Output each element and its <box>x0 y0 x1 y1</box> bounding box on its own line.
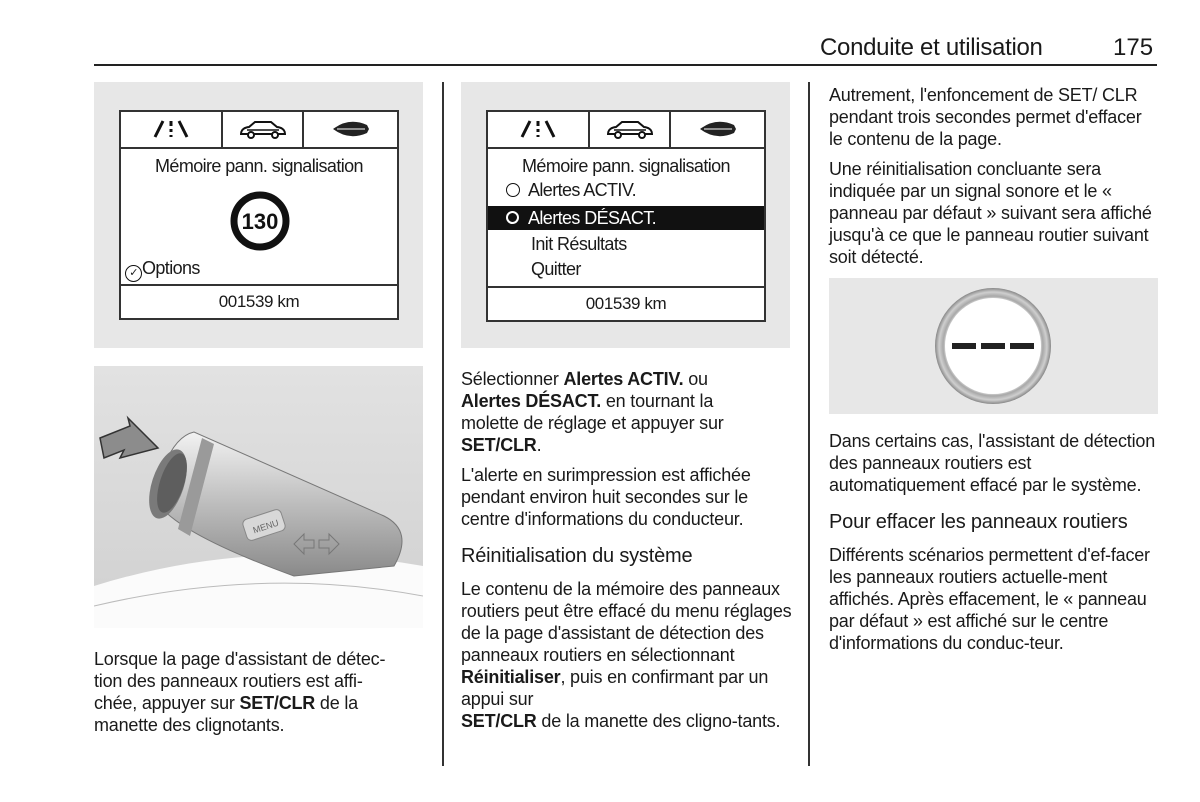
col2-heading: Réinitialisation du système <box>461 545 693 567</box>
car-icon <box>588 110 671 147</box>
info-display <box>119 110 399 320</box>
odometer: 001539 km <box>585 294 667 313</box>
column-divider-right <box>808 82 810 766</box>
car-icon <box>221 110 304 147</box>
column-divider-left <box>442 82 444 766</box>
col3-paragraph-4: Différents scénarios permettent d'ef-facer les panneaux routiers actuelle-ment affichés. Après effacement, le « panneau par défaut » est affiché sur le centre d'informations du conduc-teur. <box>829 545 1150 653</box>
col3-heading: Pour effacer les panneaux routiers <box>829 511 1128 533</box>
col1-line1: Lorsque la page d'assistant de détec- <box>94 649 386 669</box>
menu-item-alertes-activ: Alertes ACTIV. <box>488 180 764 204</box>
options-row <box>125 258 200 282</box>
odometer-rule <box>488 286 764 288</box>
col2-text <box>461 368 796 740</box>
col1-line3: chée, appuyer sur SET/CLR de la <box>94 693 358 713</box>
options-label: Options <box>142 258 200 278</box>
col1-text <box>94 648 429 736</box>
col2-paragraph-1: Sélectionner Alertes ACTIV. ou Alertes DÉSACT. en tournant la molette de réglage et appuyer sur SET/CLR. <box>461 369 724 455</box>
info-display-menu <box>486 110 766 322</box>
menu-button-label: MENU <box>251 517 280 536</box>
figure-display-menu <box>461 82 790 348</box>
odometer: 001539 km <box>218 292 300 311</box>
col3-paragraph-3: Dans certains cas, l'assistant de détection des panneaux routiers est automatiquement effacé par le système. <box>829 431 1156 495</box>
display-title: Mémoire pann. signalisation <box>522 156 730 176</box>
figure-stalk <box>94 366 423 628</box>
odometer-rule <box>121 284 397 286</box>
col3-paragraph-2: Une réinitialisation concluante sera indiquée par un signal sonore et le « panneau par défaut » suivant sera affiché jusqu'à ce que le panneau routier suivant soit détecté. <box>829 159 1152 267</box>
col1-line4: manette des clignotants. <box>94 715 285 735</box>
road-icon <box>488 112 588 145</box>
speed-limit-value: 130 <box>241 209 279 234</box>
header-rule <box>94 64 1157 66</box>
figure-default-sign <box>829 278 1158 414</box>
figure-display-speed <box>94 82 423 348</box>
col3-text-bottom <box>829 430 1159 662</box>
col2-paragraph-3: Le contenu de la mémoire des panneaux routiers peut être effacé du menu réglages de la page d'assistant de détection des panneaux routiers en sélectionnant Réinitialiser, puis en confirmant par un appui sur SET/CLR de la manette des cligno-tants. <box>461 579 792 731</box>
col1-line2: tion des panneaux routiers est affi- <box>94 671 363 691</box>
eco-leaf-icon <box>304 112 397 145</box>
check-circle-icon: ✓ <box>125 265 142 282</box>
speed-limit-sign <box>230 191 290 256</box>
eco-leaf-icon <box>671 112 764 145</box>
page-header-title: Conduite et utilisation <box>820 34 1043 61</box>
page-number: 175 <box>1113 34 1154 61</box>
col3-text-top <box>829 84 1159 276</box>
menu-item-init-resultats: Init Résultats <box>531 234 627 254</box>
display-tabs <box>488 112 764 149</box>
col2-paragraph-2: L'alerte en surimpression est affichée pendant environ huit secondes sur le centre d'informations du conducteur. <box>461 465 751 529</box>
radio-off-icon <box>506 183 520 197</box>
menu-item-alertes-desact-selected: Alertes DÉSACT. <box>488 206 764 230</box>
col3-paragraph-1: Autrement, l'enfoncement de SET/ CLR pendant trois secondes permet d'effacer le contenu de la page. <box>829 85 1142 149</box>
display-title: Mémoire pann. signalisation <box>155 156 363 176</box>
menu-item-quitter: Quitter <box>531 259 581 279</box>
display-tabs <box>121 112 397 149</box>
road-icon <box>121 112 221 145</box>
radio-selected-icon <box>506 211 519 224</box>
